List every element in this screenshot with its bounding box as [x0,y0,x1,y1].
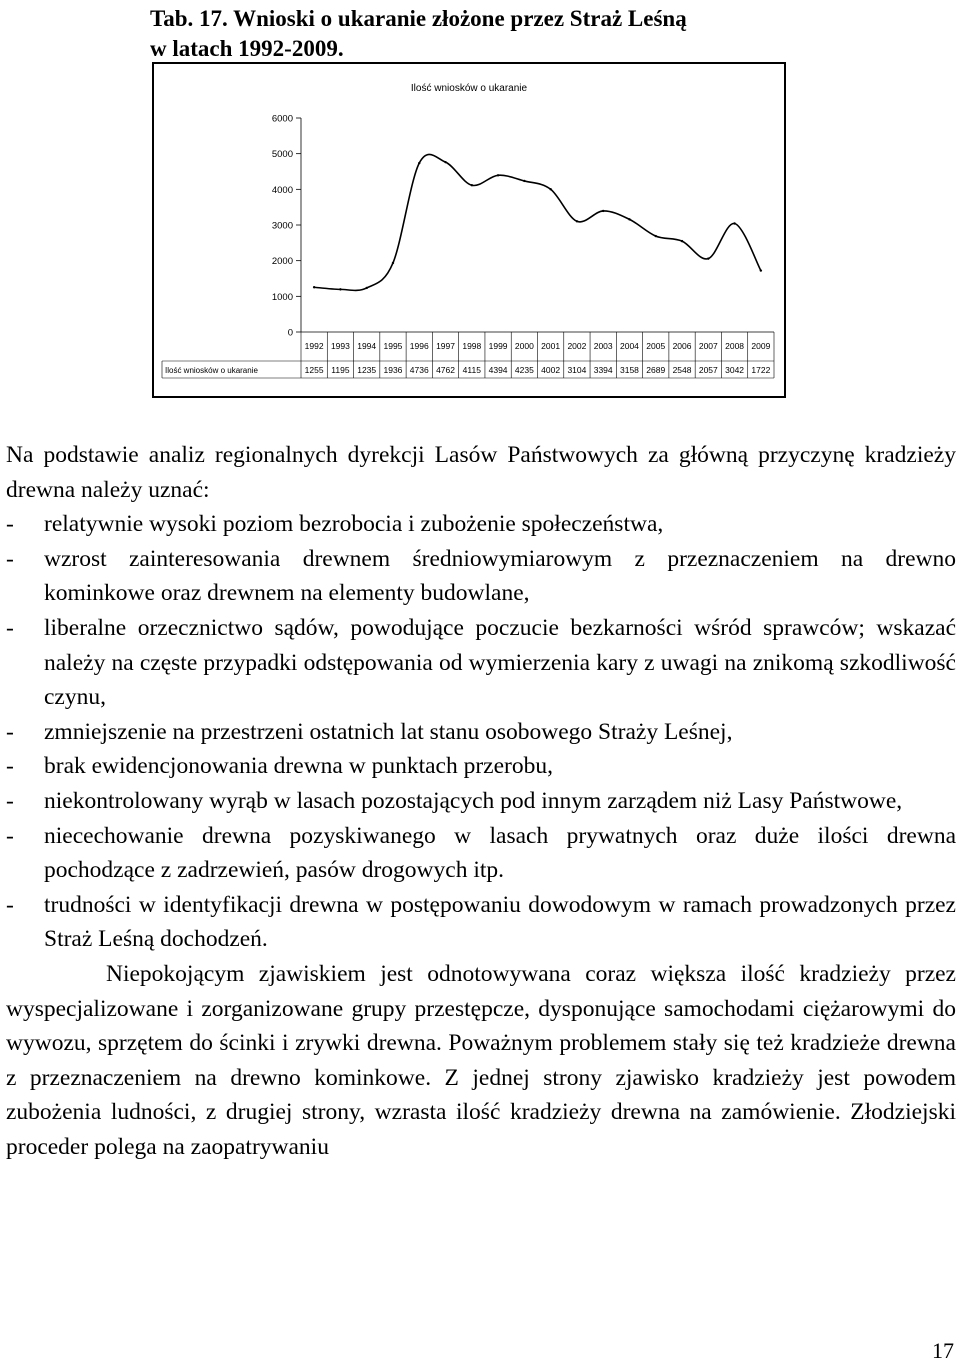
bullet-dash: - [6,545,14,572]
data-point [523,180,525,182]
data-point [681,240,683,242]
data-point [549,188,551,190]
data-point [392,262,394,264]
data-label: 4394 [488,365,508,375]
bullet-dash: - [6,891,14,918]
data-point [418,162,420,164]
data-label: 4762 [436,365,455,375]
list-item [6,749,956,784]
list-item-text: niekontrolowany wyrąb w lasach pozostających pod innym zarządem niż Lasy Państwowe, [44,787,903,814]
data-label: 1722 [751,365,771,375]
caption-line-2: w latach 1992-2009. [150,36,344,61]
list-item-text: relatywnie wysoki poziom bezrobocia i zubożenie społeczeństwa, [44,511,664,538]
y-tick-label: 0 [287,327,293,339]
cause-list [6,507,956,957]
x-tick-label: 1999 [488,341,508,351]
data-point [313,286,315,288]
data-point [471,184,473,186]
data-label: 1235 [357,365,377,375]
data-label: 3158 [620,365,639,375]
data-point [760,269,762,271]
intro-paragraph: Na podstawie analiz regionalnych dyrekcji Lasów Państwowych za główną przyczynę kradzieży drewna należy uznać: [6,442,956,503]
data-label: 3042 [725,365,745,375]
data-label: 1936 [383,365,403,375]
x-tick-label: 2006 [672,341,692,351]
data-label: 1195 [331,365,350,375]
data-label: 3394 [593,365,613,375]
x-tick-label: 2009 [751,341,771,351]
y-tick-label: 3000 [271,220,293,232]
x-tick-label: 1995 [383,341,403,351]
data-label: 2689 [646,365,666,375]
data-label: 3104 [567,365,587,375]
data-label: 2548 [672,365,692,375]
x-tick-label: 1992 [304,341,324,351]
data-point [444,161,446,163]
list-item [6,784,956,819]
x-tick-label: 1996 [409,341,429,351]
y-tick-label: 4000 [271,184,293,196]
bullet-dash: - [6,753,14,780]
data-label: 4002 [541,365,561,375]
x-tick-label: 1994 [357,341,377,351]
x-tick-label: 2000 [514,341,534,351]
bullet-dash: - [6,822,14,849]
series-line [314,154,761,290]
list-item-text: brak ewidencjonowania drewna w punktach przerobu, [44,753,553,780]
chart-frame [152,62,786,398]
list-item [6,715,956,750]
x-tick-label: 1993 [330,341,350,351]
list-item-text: zmniejszenie na przestrzeni ostatnich lat stanu osobowego Straży Leśnej, [44,718,733,745]
data-label: 4736 [409,365,429,375]
page-number: 17 [932,1338,954,1363]
data-point [365,287,367,289]
chart-title: Ilość wniosków o ukaranie [410,83,528,94]
data-point [655,235,657,237]
list-item-text: niecechowanie drewna pozyskiwanego w lasach prywatnych oraz duże ilości drewna pochodzące z zadrzewień, pasów drogowych itp. [44,822,956,884]
y-tick-label: 1000 [271,291,293,303]
data-point [628,218,630,220]
x-tick-label: 2001 [541,341,561,351]
bullet-dash: - [6,511,14,538]
closing-paragraph: Niepokojącym zjawiskiem jest odnotowywana coraz większa ilość kradzieży przez wyspecjalizowane i zorganizowane grupy przestępcze, dysponujące samochodami ciężarowymi do wywozu, sprzętem do ścinki i zrywki drewna. Poważnym problemem stały się też kradzieże drewna z przeznaczeniem na drewno kominkowe. Z jednej strony zjawisko kradzieży jest powodem zubożenia ludności, z drugiej strony, wzrasta ilość kradzieży drewna na zamówienie. Złodziejski proceder polega na zaopatrywaniu [6,960,956,1160]
data-point [602,210,604,212]
table-caption [150,4,850,64]
data-label: 1255 [304,365,324,375]
data-point [497,174,499,176]
x-tick-label: 2004 [620,341,639,351]
y-tick-label: 5000 [271,149,293,161]
list-item [6,507,956,542]
y-tick-label: 6000 [271,113,293,125]
data-point [733,222,735,224]
bullet-dash: - [6,614,14,641]
bullet-dash: - [6,718,14,745]
data-point [576,220,578,222]
list-item-text: wzrost zainteresowania drewnem średniowymiarowym z przeznaczeniem na drewno kominkowe oraz drewnem na elementy budowlane, [44,545,956,607]
data-point [707,257,709,259]
list-item-text: trudności w identyfikacji drewna w postępowaniu dowodowym w ramach prowadzonych przez Straż Leśną dochodzeń. [44,891,956,953]
x-tick-label: 2002 [567,341,587,351]
list-item-text: liberalne orzecznictwo sądów, powodujące poczucie bezkarności wśród sprawców; wskazać należy na częste przypadki odstępowania od wymierzenia kary z uwagi na znikomą szkodliwość czynu, [44,614,956,711]
x-tick-label: 2003 [593,341,613,351]
body-text [6,438,956,1164]
list-item [6,542,956,611]
data-label: 4235 [514,365,534,375]
x-tick-label: 2008 [725,341,745,351]
list-item [6,888,956,957]
bullet-dash: - [6,787,14,814]
data-label: 2057 [698,365,718,375]
x-tick-label: 1998 [462,341,482,351]
list-item [6,611,956,715]
x-tick-label: 1997 [436,341,455,351]
y-tick-label: 2000 [271,256,293,268]
table-row-label: Ilość wniosków o ukaranie [165,366,258,375]
data-label: 4115 [462,365,481,375]
line-chart [154,64,784,396]
x-tick-label: 2007 [698,341,718,351]
data-point [339,288,341,290]
list-item [6,819,956,888]
caption-line-1: Tab. 17. Wnioski o ukaranie złożone przez Straż Leśną [150,6,687,31]
x-tick-label: 2005 [646,341,666,351]
